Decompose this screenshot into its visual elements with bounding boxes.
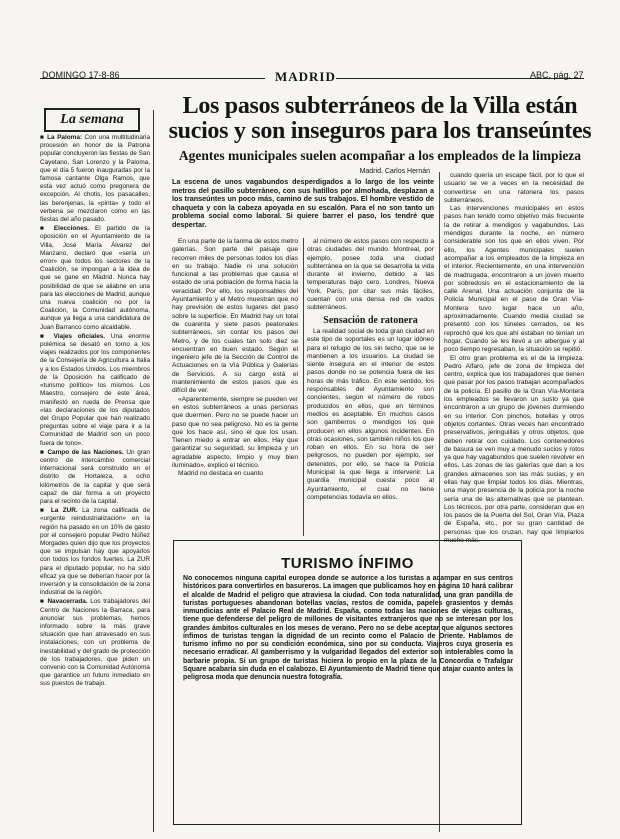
editorial-text: No conocemos ninguna capital europea donde se autorice a los turistas a acampar en sus centros históricos para convertirlos en basureros. La imagen que publicamos hoy en página 10 hará calibrar el alcalde de Madrid el peligro que atraviesa la ciudad. Con toda naturalidad, una gran pandilla de turistas portugueses abandonan botellas vacías, restos de comida, papeles grasientos y demás inmundicias ante el Palacio Real de Madrid. España, como todas las naciones de viejas culturas, tiene que defenderse del peligro de millones de visitantes extranjeros que no se interesan por los grandes ámbitos culturales en los meses de verano. Pero no se debe aceptar que algunos sectores ínfimos de turistas tengan la dignidad de un recinto como el Palacio de Oriente. Hablamos de turismo ínfimo no por su condición económica, sino por su conducta. Viajeros cuya grosería es necesario erradicar. Al gamberrismo y la vulgaridad llegados del exterior son intolerables como la barbarie propia. Si un grupo de turistas hiciera lo propio en la plaza de la Concordia o Trafalgar Square acabaría sin duda en el calabozo. El Ayuntamiento de Madrid tiene que atajar cuanto antes la peligrosa moda que denuncia nuestra fotografía.	[183, 575, 513, 681]
section-title: MADRID	[275, 69, 336, 84]
article-headline: Los pasos subterráneos de la Villa están sucios y son inseguros para los transeúntes	[168, 93, 592, 144]
article-column-3: cuando quería un escape fácil, por lo que el usuario se ve a veces en la necesidad de convertirse en una ratonera los pasos subterráneos. Las intervenciones municipales en estos pasos han tenido como objetivo más frecuente la de retirar a mendigos y vagabundos. Las mendigos durante la noche, en número considerable son los que en ellos viven. Por ello, los Agentes municipales suelen acompañar a los empleados de la limpieza en el interior. Recientemente, en una intervención de madrugada, encontraron a un joven muerto por sobredosis en el estacionamiento de la calle Arenal. Una actuación conjunta de la Policía Municipal en el paso de Gran Vía-Montera tuvo lugar hace un año, aproximadamente. Cuando media ciudad se presentó con los túneles cerrados, se les reprochó que los que ahí estaban no tenían un hogar. Cuando se les llevó a un albergue y al poco tiempo regresaban, la situación se repitió. El otro gran problema es el de la limpieza. Pedro Alfaro, jefe de zona de limpieza del centro, explica que los trabajadores que tienen que pasar por los pasos trabajan acompañados de la policía. El pasillo de la Gran Vía-Montera los empleados se llevaron un susto ya que encontraron a un grupo de jóvenes durmiendo en su interior. Con pinchos, botellas y otros objetos cortantes. Otras veces han encontrado preservativos, jeringuillas y otros objetos, que deben retirar con cuidado. Los contenedores de basura se ven muy a menudo sucios y rotos ya que hay vagabundos que suelen revolver en ellos. Las zonas de las galerías que dan a los grandes almacenes son las más sucias, y en ellas hay que limpiar todos los días. Mientras, una mayor presencia de la policía por la noche sería una de las alternativas que se plantean. Los técnicos, por otra parte, consideran que en los pasos de la Puerta del Sol, Gran Vía, Plaza de España, etc., por su gran cantidad de personas que los cruzan, hay que limpiarlos mucho más.	[444, 172, 584, 545]
sidebar-item: ■ La Paloma: Con una multitudinaria procesión en honor de la Patrona popular concluyeron las fiestas de San Cayetano, San Lorenzo y la Paloma, que el día 5 fueron inauguradas por la famosa cantante Olga Ramos, que esta vez actuó como pregonera de excepción. Al chotis, los pasacalles, las berenjenas, la «pinta» y todo el verbena se mezclaron como en las fiestas del año pasado.	[40, 134, 150, 224]
article-column-2: al número de estos pasos con respecto a otras ciudades del mundo. Montreal, por ejemplo, posee toda una ciudad subterránea en la que se desarrolla la vida durante el invierno, debido a las temperaturas bajo cero. Londres, Nueva York, París, por citar sus más fáciles, cuentan con una densa red de vados subterráneos. Sensación de ratonera La realidad social de toda gran ciudad en este tipo de soportales es un lugar idóneo para el refugio de los sin techo, que se le mantienen a los usuarios. La ciudad se siente insegura en el interior de estos pasos donde no se potencia fuera de las horas de más tráfico. En este sentido, los responsables del Ayuntamiento son concientes, según el número de robos producidos en ellos, que en términos medios es aceptable. En muchos casos son gamberros o mendigos los que producen en ellos algunos incidentes. En otras ocasiones, son también niños los que roban en ellos. En su hora de ser peligrosos, no pueden por ejemplo, ser detenidos, por ello, se hace la Policía Municipal la que llega a intervenir. La guardia municipal cuesta poco al Ayuntamiento, el cual no tiene competencias todavía en ellos.	[307, 238, 434, 501]
page-reference: ABC, pág. 27	[530, 70, 584, 80]
sidebar-item: ■ Navacerrada. Los trabajadores del Centro de Naciones la Barraca, para anunciar sus problemas, hemos informado sobre la más grave situación que han atravesado en sus instalaciones, con un problema de inestabilidad y del grado de protección de los trabajadores, que piden un convenio con la Comunidad Autónoma que garantice un futuro inmediato en sus puestos de trabajo.	[40, 598, 150, 688]
sidebar-news-list	[40, 134, 150, 824]
sidebar-item: ■ Campo de las Naciones. Un gran centro de intercambio comercial internacional será construido en el distrito de Hortaleza, a ocho kilómetros de la capital y que será capaz de dar forma a un proyecto para el recinto de la capital.	[40, 448, 150, 505]
sidebar-title: La semana	[44, 108, 140, 132]
sidebar-item: ■ La ZUR. La zona calificada de «urgente reindustrialización» en la región ha pasado en un 10% de gasto por el consejero popular Pedro Núñez Morgades quien dijo que los proyectos que se impulsan hay que apoyarlos con todos los fondos fuertes. La ZUR para el diputado popular, no ha sido eficaz ya que se deberían hacer por la inversión y la consolidación de la zona industrial de la región.	[40, 507, 150, 597]
article-subhead: Agentes municipales suelen acompañar a los empleados de la limpieza	[178, 148, 582, 163]
sidebar-item: ■ Viajes oficiales. Una enorme polémica se desató en torno a los viajes realizados por los componentes de la Consejería de Agricultura a Italia y a los Estados Unidos. Los miembros de la Oposición ha calificado de «turismo político» los mismos. Los Maestro, consejero de este área, manifestó en rueda de Prensa que «las declaraciones de los diputados del Grupo Popular que han realizado preguntas sobre el viaje para ir a la Comunidad de Madrid son un poco fuera de tono».	[40, 332, 150, 447]
sidebar-item: ■ Elecciones. El partido de la oposición en el Ayuntamiento de la Villa, José María Álvarez del Manzano, declaró que «sería un error» que todos los sectores de la Coalición, se impongan a la idea de que se gane en Madrid. Nunca hay posibilidad de que se aliabne en una para las elecciones de Madrid, aunque una nueva coalición no por la Coalición, la Comunidad autónoma, aunque ya llega a una candidatura de Juan Barranco como alcaldable.	[40, 225, 150, 331]
issue-date: DOMINGO 17-8-86	[42, 70, 120, 80]
article-lead: La escena de unos vagabundos desperdigados a lo largo de los veinte metros del pasillo subterráneo, con sus hatillos por almohada, desplazan a los transeúntes un poco más, camino de sus trabajos. El hombre vestido de chaqueta y con la cabeza apoyada en su escalón. Para el no son tanto un problema social como laboral. Si quiere barrer el paso, los tendré que despertar.	[172, 177, 434, 229]
column-subtitle: Sensación de ratonera	[323, 314, 418, 326]
column-divider	[303, 238, 304, 536]
article-column-1: En una parte de la tarima de estos metro galerías. Son parte del paisaje que recorren miles de personas todos los días en su trabajo. Nadie ni una solución funcional a las problemas que causa el estado de una población de forma hacia la veracidad. Por ello, los responsables del Ayuntamiento y el Metro muestran que no hay previsión de estos lugares del paso sobre la superficie. En Madrid hay un total de cuarenta y siete pasos peatonales subterráneos, sin contar los pasos del Metro, y de los cuales tan solo diez se encuentran en buen estado. Según el ingeniero jefe de la Sección de Control de Actuaciones en la Vía Pública y Galerías de Servicios. A su cargo está el mantenimiento de estos pasos que es difícil de ver. «Aparentemente, siempre se pueden ver en estos subterráneos a unas personas que duermen. Pero no se puede hacer un paso que no sea peligroso. No es la gente que los hace así, sino el que los usan. Tienen miedo a entrar en ellos. Hay que garantizar su seguridad, su limpieza y un agradable aspecto, limpio y muy bien iluminado», explicó el técnico. Madrid no destaca en cuanto	[172, 238, 298, 478]
article-byline: Madrid. Carlos Hernán	[359, 168, 430, 175]
editorial-title: TURISMO ÍNFIMO	[281, 555, 414, 572]
